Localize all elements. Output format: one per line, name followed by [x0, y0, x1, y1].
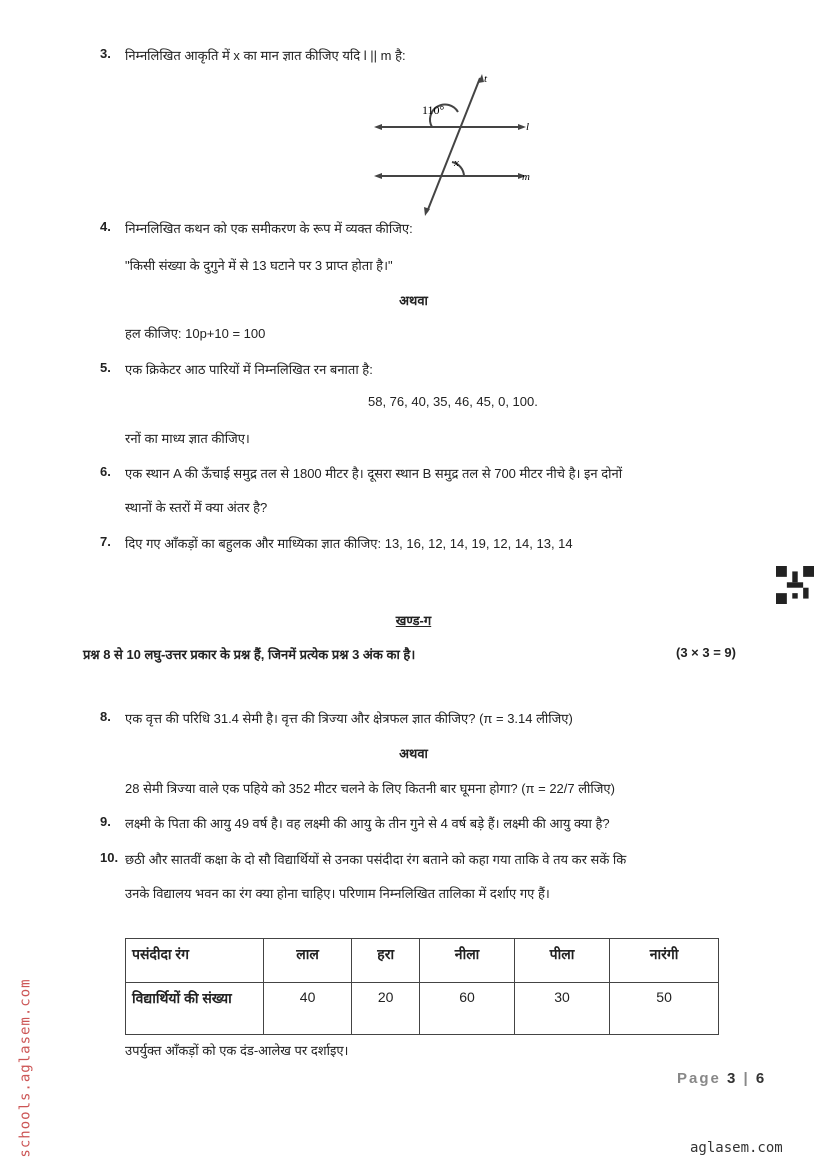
color-cell: नीला	[420, 939, 515, 983]
q4-number: 4.	[100, 219, 111, 234]
x-label: x	[454, 157, 459, 169]
q5-ask: रनों का माध्य ज्ञात कीजिए।	[125, 431, 250, 446]
q4-or: अथवा	[399, 293, 428, 308]
color-preference-table	[125, 938, 719, 1035]
q3-text: निम्नलिखित आकृति में x का मान ज्ञात कीजिए यदि l || m है:	[125, 48, 406, 63]
q5-number: 5.	[100, 360, 111, 375]
q10-text: छठी और सातवीं कक्षा के दो सौ विद्यार्थियों से उनका पसंदीदा रंग बताने को कहा गया ताकि वे तय कर सकें कि	[125, 852, 627, 867]
row-header: विद्यार्थियों की संख्या	[126, 983, 264, 1035]
q5-text: एक क्रिकेटर आठ पारियों में निम्नलिखित रन बनाता है:	[125, 362, 373, 377]
qr-code-icon	[776, 566, 814, 604]
site-name: aglasem.com	[690, 1140, 783, 1156]
q7-text: दिए गए आँकड़ों का बहुलक और माध्यिका ज्ञात कीजिए: 13, 16, 12, 14, 19, 12, 14, 13, 14	[125, 536, 573, 551]
q9-number: 9.	[100, 814, 111, 829]
q8-number: 8.	[100, 709, 111, 724]
color-cell: हरा	[352, 939, 420, 983]
q3-number: 3.	[100, 46, 111, 61]
count-cell: 40	[264, 983, 352, 1035]
watermark: schools.aglasem.com	[17, 978, 34, 1158]
q6-number: 6.	[100, 464, 111, 479]
q10-text2: उनके विद्यालय भवन का रंग क्या होना चाहिए। परिणाम निम्नलिखित तालिका में दर्शाए गए हैं।	[125, 886, 550, 901]
table-row	[126, 939, 719, 983]
t-label: t	[484, 73, 488, 85]
count-cell: 20	[352, 983, 420, 1035]
transversal-t	[427, 78, 480, 212]
q10-ask: उपर्युक्त आँकड़ों को एक दंड-आलेख पर दर्शाइए।	[125, 1043, 349, 1058]
parallel-lines-figure	[370, 70, 540, 220]
m-label: m	[522, 171, 530, 183]
q4-alt: हल कीजिए: 10p+10 = 100	[125, 326, 266, 341]
q7-number: 7.	[100, 534, 111, 549]
color-cell: पीला	[514, 939, 609, 983]
section-instructions: प्रश्न 8 से 10 लघु-उत्तर प्रकार के प्रश्न हैं, जिनमें प्रत्येक प्रश्न 3 अंक का है।	[83, 647, 416, 662]
q6-text2: स्थानों के स्तरों में क्या अंतर है?	[125, 500, 268, 515]
q4-text: निम्नलिखित कथन को एक समीकरण के रूप में व्यक्त कीजिए:	[125, 221, 413, 236]
section-title: खण्ड-ग	[395, 613, 432, 628]
q6-text: एक स्थान A की ऊँचाई समुद्र तल से 1800 मीटर है। दूसरा स्थान B समुद्र तल से 700 मीटर नीचे है। इन दोनों	[125, 466, 623, 481]
q10-number: 10.	[100, 850, 119, 865]
angle-label: 110°	[422, 103, 445, 117]
q8-or: अथवा	[399, 746, 428, 761]
count-cell: 60	[420, 983, 515, 1035]
q4-quote: "किसी संख्या के दुगुने में से 13 घटाने पर 3 प्राप्त होता है।"	[125, 258, 393, 273]
l-label: l	[526, 121, 530, 133]
row-header: पसंदीदा रंग	[126, 939, 264, 983]
count-cell: 30	[514, 983, 609, 1035]
color-cell: लाल	[264, 939, 352, 983]
color-cell: नारंगी	[610, 939, 719, 983]
q5-data: 58, 76, 40, 35, 46, 45, 0, 100.	[368, 394, 538, 409]
page-number: Page 3 | 6	[677, 1070, 767, 1087]
q9-text: लक्ष्मी के पिता की आयु 49 वर्ष है। वह लक्ष्मी की आयु के तीन गुने से 4 वर्ष बड़े हैं। लक्ष्मी की आयु क्या है?	[125, 816, 610, 831]
table-row	[126, 983, 719, 1035]
count-cell: 50	[610, 983, 719, 1035]
q8-alt: 28 सेमी त्रिज्या वाले एक पहिये को 352 मीटर चलने के लिए कितनी बार घूमना होगा? (π = 22/7 लीजिए)	[125, 781, 615, 796]
section-marks: (3 × 3 = 9)	[676, 645, 736, 660]
q8-text: एक वृत्त की परिधि 31.4 सेमी है। वृत्त की त्रिज्या और क्षेत्रफल ज्ञात कीजिए? (π = 3.14 लीजिए)	[125, 711, 573, 726]
